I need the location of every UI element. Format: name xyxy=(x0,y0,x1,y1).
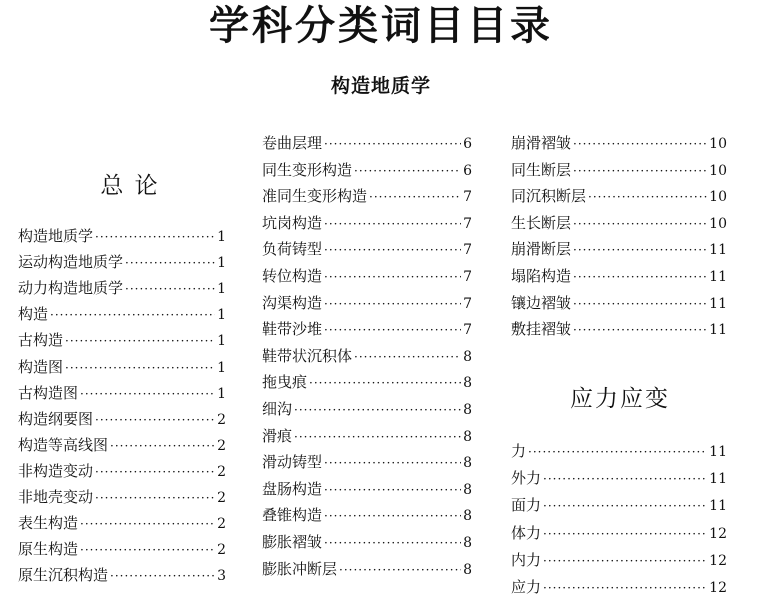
entry-page-number: 1 xyxy=(217,385,226,402)
leader-dots xyxy=(543,496,707,516)
leader-dots xyxy=(50,305,215,325)
entry-term: 塌陷构造 xyxy=(511,267,572,285)
entry-page-number: 11 xyxy=(709,498,727,515)
section-subtitle: 构造地质学 xyxy=(330,75,431,97)
entry-page-number: 8 xyxy=(463,402,472,418)
entry-term: 力 xyxy=(511,442,527,460)
entry-page-number: 1 xyxy=(217,281,226,298)
entry-term: 膨胀褶皱 xyxy=(262,533,323,551)
leader-dots xyxy=(588,187,707,207)
entry-row xyxy=(262,559,472,580)
entry-page-number: 2 xyxy=(217,437,226,454)
entry-page-number: 8 xyxy=(463,561,472,578)
entry-term: 拖曳痕 xyxy=(262,373,308,392)
entry-row xyxy=(262,479,472,500)
entry-row xyxy=(262,426,472,447)
leader-dots xyxy=(80,540,215,560)
entry-term: 准同生变形构造 xyxy=(262,187,368,206)
entry-page-number: 10 xyxy=(709,162,727,179)
leader-dots xyxy=(543,578,707,598)
entry-page-number: 7 xyxy=(463,269,472,285)
entry-row xyxy=(18,435,226,456)
entry-term: 崩滑褶皱 xyxy=(511,134,572,152)
leader-dots xyxy=(543,524,707,544)
entry-term: 膨胀冲断层 xyxy=(262,559,338,578)
entry-row xyxy=(511,441,727,462)
entry-page-number: 11 xyxy=(709,444,727,460)
entry-page-number: 1 xyxy=(217,333,226,350)
entry-page-number: 7 xyxy=(463,322,472,339)
leader-dots xyxy=(95,227,215,247)
entry-term: 动力构造地质学 xyxy=(18,279,124,298)
entry-row xyxy=(18,252,226,273)
entry-term: 原生构造 xyxy=(18,540,79,559)
entry-term: 古构造图 xyxy=(18,383,79,402)
entry-term: 表生构造 xyxy=(18,514,79,533)
leader-dots xyxy=(110,566,215,586)
leader-dots xyxy=(543,469,707,489)
entry-term: 同生变形构造 xyxy=(262,160,353,179)
entry-page-number: 10 xyxy=(709,189,727,206)
leader-dots xyxy=(324,267,461,287)
entry-row xyxy=(262,346,472,367)
leader-dots xyxy=(339,560,461,580)
entry-term: 外力 xyxy=(511,469,542,488)
leader-dots xyxy=(324,320,461,340)
entry-page-number: 7 xyxy=(463,242,472,259)
entry-term: 鞋带状沉积体 xyxy=(262,346,353,365)
leader-dots xyxy=(294,400,461,420)
leader-dots xyxy=(80,384,215,404)
entry-row xyxy=(18,226,226,247)
entry-term: 坑岗构造 xyxy=(262,213,323,232)
entry-row xyxy=(262,160,472,181)
entry-term: 构造图 xyxy=(18,357,64,376)
entry-row xyxy=(262,399,472,420)
leader-dots xyxy=(324,506,461,526)
entry-page-number: 12 xyxy=(709,552,727,569)
entry-term: 叠锥构造 xyxy=(262,506,323,525)
entry-term: 古构造 xyxy=(18,331,64,350)
leader-dots xyxy=(80,514,215,534)
entry-term: 同生断层 xyxy=(511,160,572,179)
entry-row xyxy=(18,409,226,430)
entry-term: 滑动铸型 xyxy=(262,453,323,472)
leader-dots xyxy=(294,427,461,447)
entry-term: 非构造变动 xyxy=(18,461,94,480)
leader-dots xyxy=(324,533,461,553)
entry-page-number: 11 xyxy=(709,322,727,339)
leader-dots xyxy=(324,453,461,473)
entry-row xyxy=(262,452,472,473)
entry-page-number: 2 xyxy=(217,516,226,533)
entry-page-number: 8 xyxy=(463,481,472,498)
entry-term: 构造 xyxy=(18,305,49,324)
entry-page-number: 8 xyxy=(463,508,472,525)
leader-dots xyxy=(324,294,461,314)
leader-dots xyxy=(95,488,215,508)
leader-dots xyxy=(125,279,215,299)
entry-page-number: 6 xyxy=(463,136,472,152)
leader-dots xyxy=(573,161,707,181)
entry-row xyxy=(511,495,727,516)
entry-page-number: 11 xyxy=(709,295,727,312)
entry-term: 镶边褶皱 xyxy=(511,293,572,312)
leader-dots xyxy=(95,410,215,430)
entry-page-number: 8 xyxy=(463,535,472,551)
entry-page-number: 8 xyxy=(463,455,472,472)
entry-page-number: 2 xyxy=(217,490,226,506)
leader-dots xyxy=(95,462,215,482)
leader-dots xyxy=(573,214,707,234)
entry-page-number: 7 xyxy=(463,189,472,206)
entry-row xyxy=(18,304,226,325)
entry-row xyxy=(511,319,727,340)
entry-term: 转位构造 xyxy=(262,267,323,285)
entry-row xyxy=(511,239,727,260)
entry-page-number: 12 xyxy=(709,525,727,542)
leader-dots xyxy=(573,240,707,260)
entry-row xyxy=(18,330,226,351)
leader-dots xyxy=(110,436,215,456)
entry-page-number: 10 xyxy=(709,136,727,152)
entry-term: 盘肠构造 xyxy=(262,479,323,498)
entry-row xyxy=(511,266,727,287)
entry-term: 面力 xyxy=(511,496,542,515)
leader-dots xyxy=(369,187,461,207)
entry-term: 崩滑断层 xyxy=(511,240,572,259)
leader-dots xyxy=(354,347,461,367)
entry-page-number: 11 xyxy=(709,471,727,488)
entry-row xyxy=(511,160,727,181)
leader-dots xyxy=(324,480,461,500)
leader-dots xyxy=(309,373,461,393)
entry-page-number: 7 xyxy=(463,295,472,312)
entry-term: 生长断层 xyxy=(511,213,572,232)
entry-page-number: 1 xyxy=(217,359,226,376)
entry-row xyxy=(511,523,727,544)
entry-page-number: 10 xyxy=(709,215,727,232)
entry-row xyxy=(18,565,226,586)
leader-dots xyxy=(573,320,707,340)
entry-row xyxy=(262,293,472,314)
leader-dots xyxy=(573,294,707,314)
entry-term: 同沉积断层 xyxy=(511,187,587,206)
entry-row xyxy=(262,319,472,340)
entry-row xyxy=(18,513,226,534)
entry-row xyxy=(511,293,727,314)
entry-row xyxy=(511,213,727,234)
leader-dots xyxy=(543,551,707,571)
entry-page-number: 8 xyxy=(463,348,472,365)
page-title: 学科分类词目目录 xyxy=(209,3,553,49)
entry-term: 构造纲要图 xyxy=(18,409,94,428)
entry-term: 沟渠构造 xyxy=(262,293,323,312)
entry-page-number: 2 xyxy=(217,542,226,559)
entry-row xyxy=(262,213,472,234)
entry-page-number: 12 xyxy=(709,580,727,596)
entry-page-number: 2 xyxy=(217,411,226,428)
entry-term: 运动构造地质学 xyxy=(18,253,124,272)
leader-dots xyxy=(65,358,215,378)
entry-row xyxy=(18,461,226,482)
entry-row xyxy=(511,550,727,571)
entry-row xyxy=(511,133,727,154)
entry-page-number: 1 xyxy=(217,229,226,245)
entry-term: 非地壳变动 xyxy=(18,488,94,506)
general-heading: 总 论 xyxy=(100,173,160,199)
entry-page-number: 8 xyxy=(463,428,472,445)
entry-row xyxy=(18,539,226,560)
entry-row xyxy=(262,505,472,526)
entry-term: 体力 xyxy=(511,523,542,542)
entry-term: 应力 xyxy=(511,578,542,596)
leader-dots xyxy=(528,442,707,462)
entry-term: 敷挂褶皱 xyxy=(511,320,572,339)
entry-term: 原生沉积构造 xyxy=(18,566,109,585)
entry-page-number: 7 xyxy=(463,215,472,232)
entry-row xyxy=(511,186,727,207)
entry-row xyxy=(511,468,727,489)
entry-row xyxy=(18,383,226,404)
entry-row xyxy=(262,133,472,154)
stress-strain-heading: 应力应变 xyxy=(570,386,670,412)
entry-page-number: 1 xyxy=(217,307,226,324)
entry-page-number: 11 xyxy=(709,269,727,285)
entry-row xyxy=(262,186,472,207)
entry-page-number: 1 xyxy=(217,255,226,272)
entry-term: 鞋带沙堆 xyxy=(262,320,323,339)
entry-row xyxy=(262,532,472,553)
entry-row xyxy=(18,487,226,508)
entry-term: 构造等高线图 xyxy=(18,435,109,454)
leader-dots xyxy=(573,267,707,287)
entry-page-number: 11 xyxy=(709,242,727,259)
entry-page-number: 8 xyxy=(463,375,472,392)
leader-dots xyxy=(324,214,461,234)
entry-page-number: 3 xyxy=(217,568,226,585)
entry-row xyxy=(18,278,226,299)
leader-dots xyxy=(354,161,461,181)
entry-term: 滑痕 xyxy=(262,426,293,445)
entry-row xyxy=(262,266,472,287)
entry-page-number: 6 xyxy=(463,162,472,179)
leader-dots xyxy=(324,134,461,154)
entry-page-number: 2 xyxy=(217,463,226,480)
leader-dots xyxy=(65,331,215,351)
entry-term: 细沟 xyxy=(262,400,293,418)
entry-row xyxy=(262,239,472,260)
entry-term: 构造地质学 xyxy=(18,227,94,245)
leader-dots xyxy=(125,253,215,273)
entry-term: 卷曲层理 xyxy=(262,134,323,152)
entry-row xyxy=(511,577,727,598)
entry-term: 负荷铸型 xyxy=(262,240,323,259)
entry-term: 内力 xyxy=(511,550,542,569)
entry-row xyxy=(18,357,226,378)
leader-dots xyxy=(573,134,707,154)
entry-row xyxy=(262,372,472,393)
leader-dots xyxy=(324,240,461,260)
